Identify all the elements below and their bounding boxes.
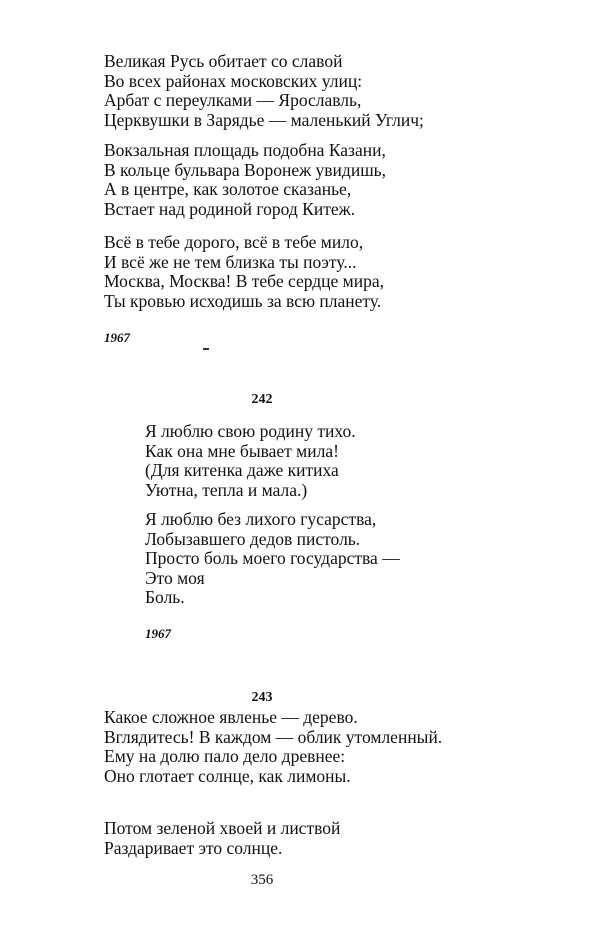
poem-number: 243 xyxy=(251,690,273,705)
verse-line: А в центре, как золотое сказанье, xyxy=(104,179,352,199)
stanza xyxy=(104,141,386,219)
stanza xyxy=(145,422,356,500)
verse-line: Великая Русь обитает со славой xyxy=(104,51,343,71)
stanza xyxy=(104,708,442,786)
verse-line: Как она мне бывает мила! xyxy=(145,440,339,461)
verse-line: Вглядитесь! В каждом — облик утомленный. xyxy=(104,726,443,747)
verse-line: Встает над родиной город Китеж. xyxy=(104,198,356,219)
verse-line: Всё в тебе дорого, всё в тебе мило, xyxy=(104,232,364,252)
verse-line: Я люблю без лихого гусарства, xyxy=(145,509,377,529)
poem-year: 1967 xyxy=(104,330,130,345)
stanza xyxy=(145,510,400,608)
page-number: 356 xyxy=(250,872,274,888)
verse-line: Церквушки в Зарядье — маленький Углич; xyxy=(104,109,424,130)
verse-line: Ты кровью исходишь за всю планету. xyxy=(104,290,382,311)
verse-line: И всё же не тем близка ты поэту... xyxy=(104,251,357,272)
verse-line: Арбат с переулками — Ярославль, xyxy=(104,90,362,110)
stanza xyxy=(104,819,340,858)
poem-year: 1967 xyxy=(145,626,171,641)
verse-line: В кольце бульвара Воронеж увидишь, xyxy=(104,159,387,180)
verse-line: Ему на долю пало дело древнее: xyxy=(104,746,346,766)
verse-line: Уютна, тепла и мала.) xyxy=(145,479,308,500)
verse-line: Просто боль моего государства — xyxy=(145,548,400,568)
verse-line: Оно глотает солнце, как лимоны. xyxy=(104,765,351,786)
verse-line: Это моя xyxy=(145,567,205,588)
verse-line: Во всех районах московских улиц: xyxy=(104,70,363,91)
stanza xyxy=(104,233,384,311)
poem-number: 242 xyxy=(251,392,273,407)
verse-line: Потом зеленой хвоей и листвой xyxy=(104,818,341,838)
verse-line: Боль. xyxy=(145,587,185,607)
print-mark xyxy=(203,348,209,350)
stanza xyxy=(104,52,424,130)
verse-line: Москва, Москва! В тебе сердце мира, xyxy=(104,271,384,291)
verse-line: Раздаривает это солнце. xyxy=(104,837,283,858)
verse-line: (Для китенка даже китиха xyxy=(145,460,339,480)
verse-line: Я люблю свою родину тихо. xyxy=(145,421,356,441)
verse-line: Какое сложное явленье — дерево. xyxy=(104,707,358,727)
verse-line: Вокзальная площадь подобна Казани, xyxy=(104,140,386,160)
verse-line: Лобызавшего дедов пистоль. xyxy=(145,528,361,549)
